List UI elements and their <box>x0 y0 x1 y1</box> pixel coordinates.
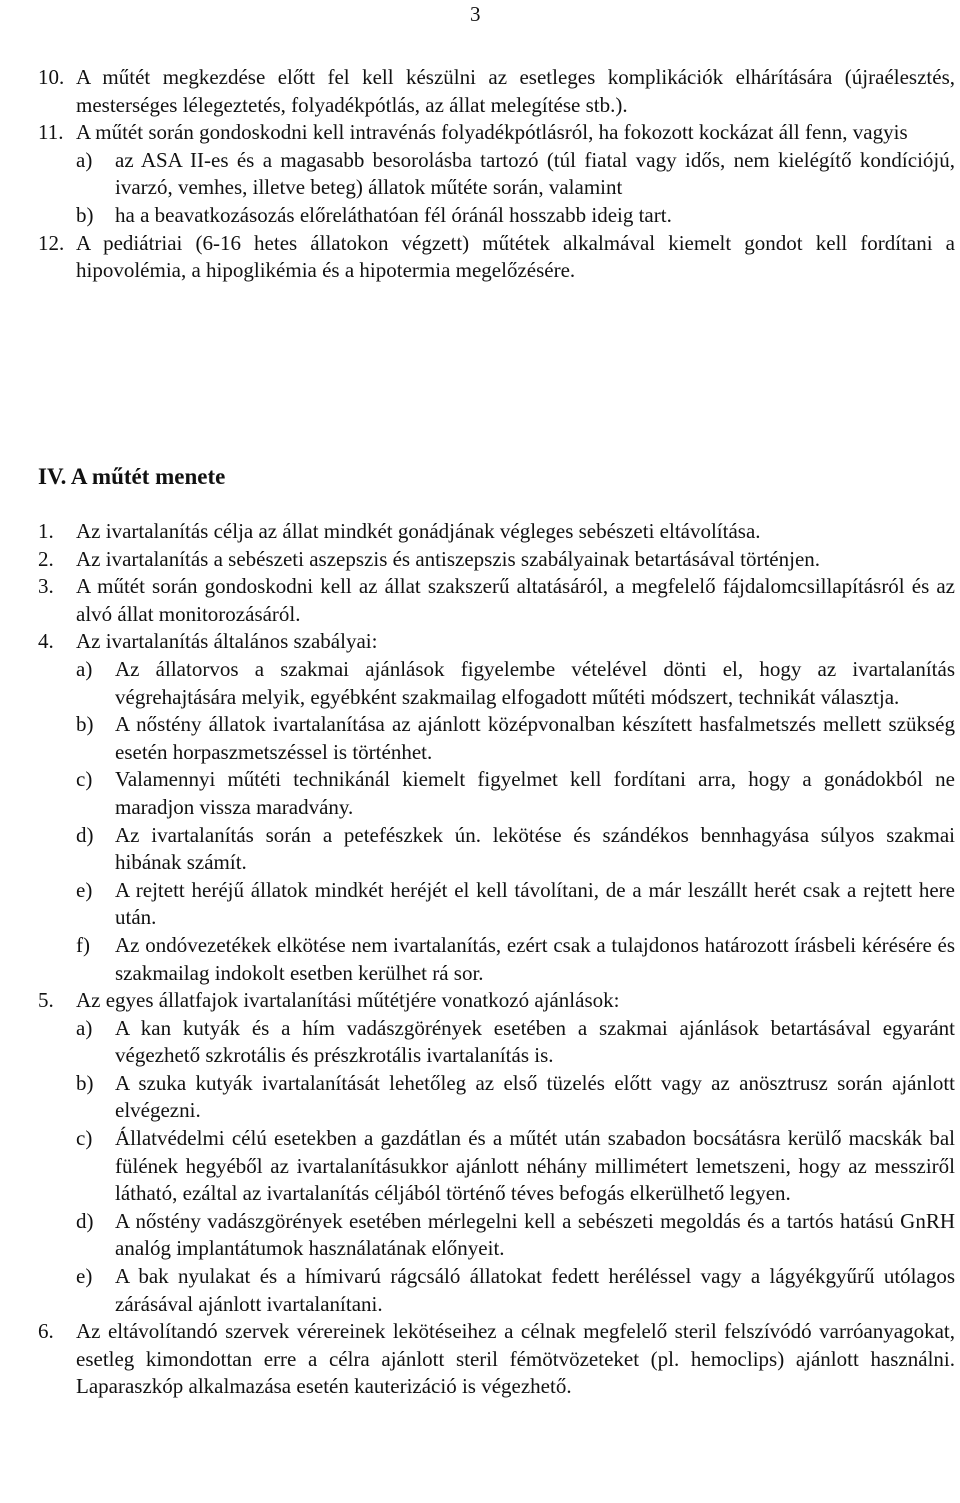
item-text: Az ivartalanítás célja az állat mindkét gonádjának végleges sebészeti eltávolítása. <box>76 519 761 543</box>
sub-item-label: a) <box>76 656 93 681</box>
list-item-12 <box>38 230 955 285</box>
list-item-1 <box>38 518 955 546</box>
sub-item-4b <box>38 711 955 766</box>
list-item-4 <box>38 628 955 656</box>
sub-item-5b <box>38 1070 955 1125</box>
sub-item-label: e) <box>76 877 93 902</box>
list-item-11 <box>38 119 955 147</box>
sub-item-label: c) <box>76 767 93 792</box>
sub-item-text: A rejtett heréjű állatok mindkét heréjét el kell távolítani, de a már leszállt herét csak a rejtett here után. <box>115 877 955 930</box>
item-text: Az egyes állatfajok ivartalanítási műtétjére vonatkozó ajánlások: <box>76 988 620 1013</box>
list-item-2 <box>38 546 955 574</box>
sub-item-4c <box>38 766 955 821</box>
list-block-1 <box>38 64 955 285</box>
sub-item-4a <box>38 656 955 711</box>
sub-item-5c <box>38 1125 955 1208</box>
page-number: 3 <box>470 2 481 26</box>
item-text: A műtét során gondoskodni kell intravénás folyadékpótlásról, ha fokozott kockázat áll fenn, vagyis <box>76 120 908 145</box>
sub-item-text: A szuka kutyák ivartalanítását lehetőleg az első tüzelés előtt vagy az anösztrusz során ajánlott elvégezni. <box>115 1070 955 1123</box>
item-number: 10. <box>38 65 65 89</box>
item-text: Az ivartalanítás általános szabályai: <box>76 629 378 654</box>
sub-item-label: b) <box>76 712 94 737</box>
sub-item-text: A nőstény állatok ivartalanítása az ajánlott középvonalban készített hasfalmetszés mellett szükség esetén horpaszmetszéssel is történhet. <box>115 712 955 764</box>
sub-item-label: a) <box>76 1015 93 1040</box>
sub-item-label: c) <box>76 1126 93 1151</box>
sub-item-text: A kan kutyák és a hím vadászgörények esetében a szakmai ajánlások betartásával egyaránt végezhető szkrotális és prészkrotális ivartalanítás is. <box>115 1015 955 1068</box>
sub-item-text: Valamennyi műtéti technikánál kiemelt figyelmet kell fordítani arra, hogy a gonádokból ne maradjon vissza maradvány. <box>115 767 955 819</box>
sub-item-label: e) <box>76 1264 93 1289</box>
item-text: A műtét során gondoskodni kell az állat szakszerű altatásáról, a megfelelő fájdalomcsillapításról és az alvó állat monitorozásáról. <box>76 574 955 626</box>
sub-item-text: Az állatorvos a szakmai ajánlások figyelembe vételével dönti el, hogy az ivartalanítás végrehajtására melyik, egyébként szakmailag elfogadott műtéti módszert, technikát választja. <box>115 656 955 709</box>
sub-item-5d <box>38 1208 955 1263</box>
sub-item-text: A bak nyulakat és a hímivarú rágcsáló állatokat fedett heréléssel vagy a lágyékgyűrű utólagos zárásával ajánlott ivartalanítani. <box>115 1264 955 1316</box>
sub-item-text: Az ondóvezetékek elkötése nem ivartalanítás, ezért csak a tulajdonos határozott írásbeli kérésére és szakmailag indokolt esetben kerülhet rá sor. <box>115 932 955 985</box>
sub-item-4e <box>38 877 955 932</box>
list-item-10 <box>38 64 955 119</box>
item-number: 3. <box>38 574 54 599</box>
list-item-6 <box>38 1318 955 1401</box>
sub-item-label: f) <box>76 932 90 957</box>
sub-item-text: A nőstény vadászgörények esetében mérlegelni kell a sebészeti megoldás és a tartós hatású GnRH analóg implantátumok használatának előnyeit. <box>115 1208 955 1261</box>
sub-item-4f <box>38 932 955 987</box>
sub-item-label: d) <box>76 1208 94 1233</box>
sub-item-11a <box>38 147 955 202</box>
list-block-2 <box>38 518 955 1401</box>
item-text: A pediátriai (6-16 hetes állatokon végzett) műtétek alkalmával kiemelt gondot kell fordítani a hipovolémia, a hipoglikémia és a hipotermia megelőzésére. <box>76 230 955 283</box>
item-number: 4. <box>38 629 54 654</box>
section-heading: IV. A műtét menete <box>38 464 226 489</box>
item-number: 2. <box>38 546 54 571</box>
page-content <box>38 64 955 1399</box>
item-number: 11. <box>38 120 64 145</box>
item-number: 1. <box>38 519 54 543</box>
sub-item-11b <box>38 202 955 230</box>
sub-item-label: d) <box>76 822 94 847</box>
sub-item-5a <box>38 1015 955 1070</box>
sub-item-label: b) <box>76 202 94 227</box>
list-item-3 <box>38 573 955 628</box>
sub-item-label: b) <box>76 1070 94 1095</box>
item-text: Az eltávolítandó szervek vérereinek lekötéseihez a célnak megfelelő steril felszívódó varróanyagokat, esetleg kimondottan erre a célra ajánlott steril fémötvözeteket (pl. hemoclips) ajánlott használni. Laparaszkóp alkalmazása esetén kauterizáció is végezhető. <box>76 1319 955 1399</box>
item-number: 5. <box>38 988 54 1013</box>
sub-item-label: a) <box>76 147 93 172</box>
item-number: 12. <box>38 230 65 255</box>
list-item-5 <box>38 987 955 1015</box>
sub-item-text: Az ivartalanítás során a petefészkek ún. lekötése és szándékos bennhagyása súlyos szakmai hibának számít. <box>115 822 955 875</box>
item-text: Az ivartalanítás a sebészeti aszepszis és antiszepszis szabályainak betartásával történjen. <box>76 546 821 571</box>
sub-item-4d <box>38 822 955 877</box>
sub-item-text: ha a beavatkozásozás előreláthatóan fél óránál hosszabb ideig tart. <box>115 202 672 227</box>
item-number: 6. <box>38 1319 54 1344</box>
sub-item-text: az ASA II-es és a magasabb besorolásba tartozó (túl fiatal vagy idős, nem kielégítő kondíciójú, ivarzó, vemhes, illetve beteg) állatok műtéte során, valamint <box>115 147 955 200</box>
sub-item-5e <box>38 1263 955 1318</box>
sub-item-text: Állatvédelmi célú esetekben a gazdátlan és a műtét után szabadon bocsátásra kerülő macskák bal fülének hegyéből az ivartalanításukkor ajánlott néhány millimétert lemetszeni, hogy az messziről látható, ezáltal az ivartalanítás céljából történő téves befogás elkerülhető legyen. <box>115 1126 955 1206</box>
item-text: A műtét megkezdése előtt fel kell készülni az esetleges komplikációk elhárítására (újraélesztés, mesterséges lélegeztetés, folyadékpótlás, az állat melegítése stb.). <box>76 65 955 117</box>
